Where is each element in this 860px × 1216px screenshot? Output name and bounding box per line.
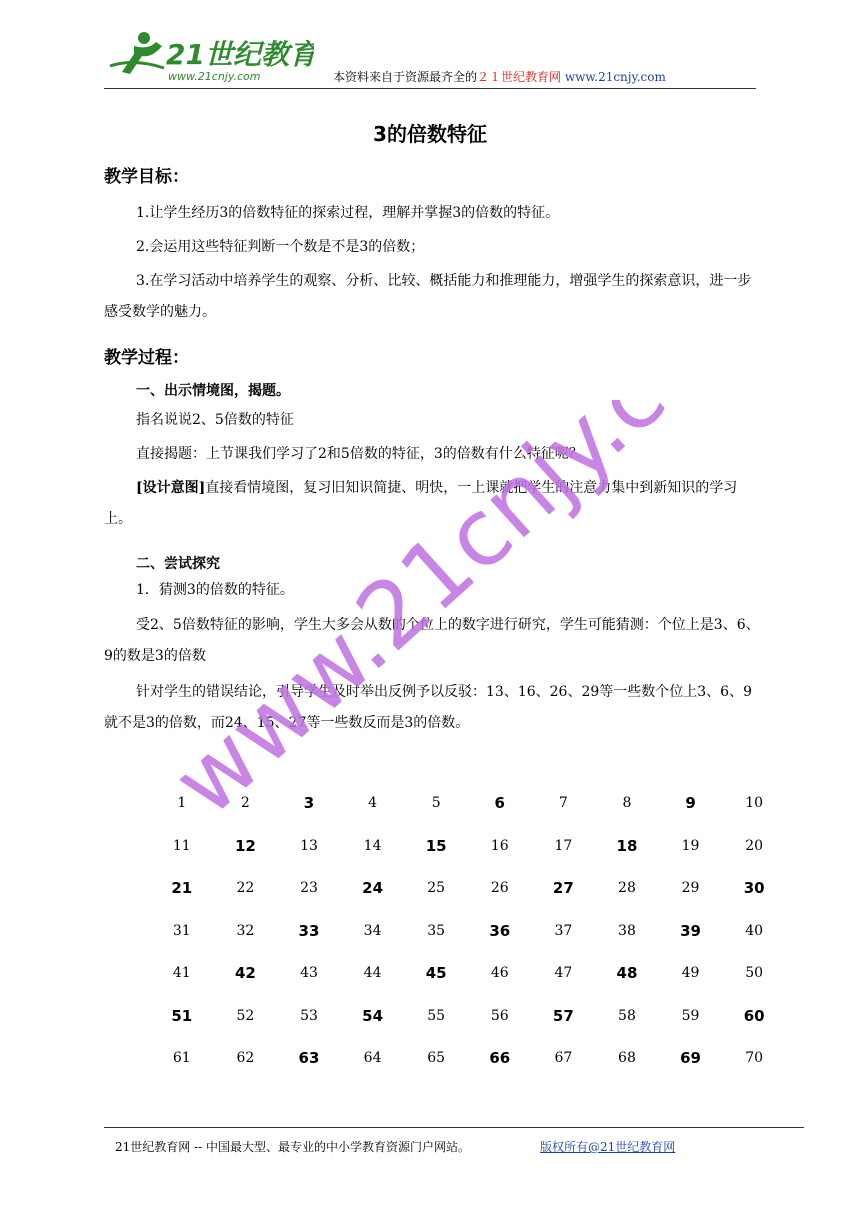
grid-cell: 42 <box>234 964 256 983</box>
goal-item-3: 3.在学习活动中培养学生的观察、分析、比较、概括能力和推理能力，增强学生的探索意识，进一步感受数学的魅力。 <box>104 273 752 320</box>
number-grid <box>150 782 786 1080</box>
grid-cell: 27 <box>552 879 574 898</box>
grid-cell: 69 <box>680 1049 701 1068</box>
grid-cell: 2 <box>240 795 250 812</box>
grid-cell: 3 <box>303 794 315 813</box>
grid-cell: 12 <box>234 836 256 855</box>
grid-cell: 45 <box>425 964 447 983</box>
grid-cell: 53 <box>300 1007 318 1024</box>
grid-row <box>150 1037 786 1080</box>
watermark-text: www.21cnjy.com <box>170 400 730 837</box>
grid-cell: 8 <box>622 795 632 812</box>
grid-cell: 48 <box>616 964 638 983</box>
grid-cell: 58 <box>618 1007 636 1024</box>
grid-cell: 28 <box>618 880 636 897</box>
footer-text: 21世纪教育网 -- 中国最大型、最专业的中小学教育资源门户网站。 <box>115 1140 471 1154</box>
paragraph-5: 针对学生的错误结论，引导学生及时举出反例予以反驳：13、16、26、29等一些数个位上3、6、9就不是3的倍数，而24、15、27等一些数反而是3的倍数。 <box>104 684 752 731</box>
grid-cell: 37 <box>554 922 573 939</box>
header-note <box>333 68 666 85</box>
grid-cell: 59 <box>681 1007 700 1024</box>
grid-cell: 41 <box>172 965 191 982</box>
site-logo <box>104 28 314 88</box>
grid-cell: 54 <box>362 1006 384 1025</box>
grid-cell: 39 <box>680 921 701 940</box>
section2-heading: 二、尝试探究 <box>136 556 220 572</box>
design-intent <box>104 473 760 535</box>
grid-cell: 31 <box>172 922 191 939</box>
grid-cell: 14 <box>363 837 382 854</box>
paragraph-3: 1．猜测3的倍数的特征。 <box>136 582 294 598</box>
grid-cell: 1 <box>177 795 187 812</box>
goals-heading: 教学目标： <box>104 167 189 187</box>
grid-cell: 16 <box>490 837 509 854</box>
logo-url: www.21cnjy.com <box>168 70 261 83</box>
design-label: [设计意图] <box>136 480 206 496</box>
grid-cell: 56 <box>490 1007 509 1024</box>
grid-cell: 13 <box>300 837 318 854</box>
paragraph-1: 指名说说2、5倍数的特征 <box>136 412 294 428</box>
grid-cell: 61 <box>172 1050 191 1067</box>
grid-cell: 65 <box>427 1050 446 1067</box>
grid-cell: 4 <box>368 795 378 812</box>
grid-cell: 32 <box>236 922 255 939</box>
paragraph-2: 直接揭题：上节课我们学习了2和5倍数的特征，3的倍数有什么特征呢？ <box>136 446 583 462</box>
grid-cell: 36 <box>489 921 511 940</box>
grid-cell: 10 <box>745 795 764 812</box>
grid-cell: 9 <box>685 794 696 813</box>
section1-heading: 一、出示情境图，揭题。 <box>136 383 290 399</box>
grid-cell: 50 <box>745 965 764 982</box>
grid-row <box>150 910 786 953</box>
goal-item-2: 2.会运用这些特征判断一个数是不是3的倍数； <box>136 239 425 255</box>
grid-cell: 55 <box>427 1007 446 1024</box>
header-note-site[interactable]: ２１世纪教育网 <box>477 70 562 84</box>
grid-cell: 20 <box>745 837 764 854</box>
grid-cell: 68 <box>618 1050 636 1067</box>
header-note-url[interactable]: www.21cnjy.com <box>564 70 666 84</box>
grid-cell: 33 <box>298 921 320 940</box>
grid-cell: 46 <box>490 965 509 982</box>
grid-cell: 24 <box>362 879 384 898</box>
grid-cell: 26 <box>490 880 509 897</box>
grid-cell: 35 <box>427 922 446 939</box>
document-title: 3的倍数特征 <box>373 122 487 146</box>
grid-row <box>150 952 786 995</box>
grid-cell: 23 <box>300 880 318 897</box>
grid-cell: 7 <box>558 795 568 812</box>
grid-cell: 67 <box>554 1050 573 1067</box>
footer-divider <box>104 1127 804 1128</box>
grid-cell: 47 <box>554 965 573 982</box>
goal-item-1: 1.让学生经历3的倍数特征的探索过程，理解并掌握3的倍数的特征。 <box>136 205 560 221</box>
grid-cell: 63 <box>298 1049 320 1068</box>
grid-cell: 19 <box>681 837 700 854</box>
paragraph-4: 受2、5倍数特征的影响，学生大多会从数的个位上的数字进行研究，学生可能猜测：个位上是3、6、9的数是3的倍数 <box>104 617 760 664</box>
grid-cell: 18 <box>616 836 638 855</box>
grid-cell: 64 <box>363 1050 382 1067</box>
grid-cell: 30 <box>743 879 765 898</box>
grid-cell: 38 <box>618 922 636 939</box>
grid-row <box>150 995 786 1038</box>
grid-cell: 44 <box>363 965 382 982</box>
grid-cell: 52 <box>236 1007 255 1024</box>
grid-cell: 29 <box>681 880 700 897</box>
grid-cell: 17 <box>554 837 573 854</box>
grid-cell: 11 <box>172 837 191 854</box>
grid-cell: 21 <box>171 879 193 898</box>
grid-cell: 60 <box>743 1006 765 1025</box>
grid-cell: 43 <box>300 965 318 982</box>
grid-cell: 34 <box>363 922 382 939</box>
grid-row <box>150 867 786 910</box>
logo-text: 21世纪教育 <box>166 38 314 71</box>
grid-cell: 15 <box>425 836 447 855</box>
grid-row <box>150 782 786 825</box>
grid-cell: 66 <box>489 1049 511 1068</box>
grid-cell: 25 <box>427 880 446 897</box>
grid-cell: 22 <box>236 880 255 897</box>
header-note-prefix: 本资料来自于资源最齐全的 <box>333 70 478 84</box>
grid-cell: 57 <box>552 1006 574 1025</box>
copyright-link[interactable]: 版权所有@21世纪教育网 <box>540 1140 676 1154</box>
grid-cell: 70 <box>745 1050 764 1067</box>
grid-cell: 40 <box>745 922 764 939</box>
grid-cell: 5 <box>431 795 441 812</box>
design-text: 直接看情境图，复习旧知识简捷、明快，一上课就把学生的注意力集中到新知识的学习上。 <box>104 480 738 527</box>
grid-row <box>150 825 786 868</box>
grid-cell: 6 <box>494 794 505 813</box>
grid-cell: 51 <box>171 1006 193 1025</box>
process-heading: 教学过程： <box>104 348 189 368</box>
grid-cell: 62 <box>236 1050 255 1067</box>
header-divider <box>104 88 756 89</box>
grid-cell: 49 <box>681 965 700 982</box>
